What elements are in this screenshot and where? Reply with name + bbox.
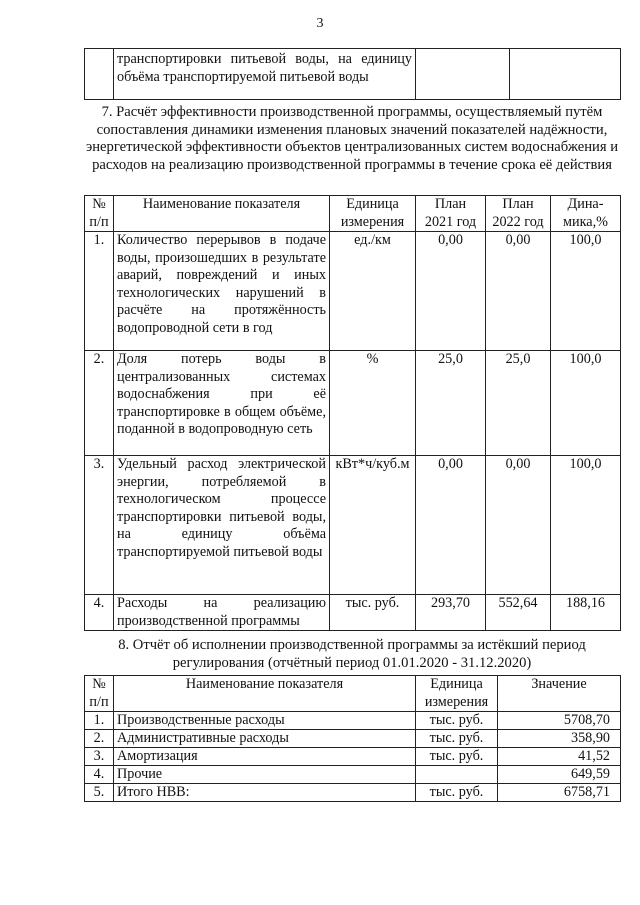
row-num: 4. [85, 766, 114, 784]
col-header-plan2022: План 2022 год [486, 196, 551, 232]
row-plan2022: 0,00 [486, 456, 551, 595]
row-name: Расходы на реализацию производственной программы [114, 595, 330, 631]
row-name: Амортизация [114, 748, 416, 766]
row-plan2022: 0,00 [486, 232, 551, 351]
table-row [85, 712, 621, 730]
row-unit [416, 766, 498, 784]
row-unit: кВт*ч/куб.м [330, 456, 416, 595]
row-num: 1. [85, 232, 114, 351]
row-name: Производственные расходы [114, 712, 416, 730]
table-row [85, 232, 621, 351]
row-name: Итого НВВ: [114, 784, 416, 802]
row-value: 5708,70 [498, 712, 621, 730]
row-num: 3. [85, 456, 114, 595]
table-row [85, 784, 621, 802]
row-value: 41,52 [498, 748, 621, 766]
col-header-dynamics: Дина-мика,% [551, 196, 621, 232]
row-num: 4. [85, 595, 114, 631]
row-num: 2. [85, 730, 114, 748]
row-unit: ед./км [330, 232, 416, 351]
efficiency-table [84, 195, 621, 631]
row-unit: тыс. руб. [416, 784, 498, 802]
row-num: 5. [85, 784, 114, 802]
row-name: Удельный расход электрической энергии, потребляемой в технологическом процессе транспортировки питьевой воды, на единицу объёма транспортируемой питьевой воды [114, 456, 330, 595]
section-8-heading: 8. Отчёт об исполнении производственной программы за истёкший период регулирования (отчётный период 01.01.2020 - 31.12.2020) [118, 637, 586, 671]
continued-indicator-text: транспортировки питьевой воды, на единицу объёма транспортируемой питьевой воды [114, 49, 416, 100]
row-name: Прочие [114, 766, 416, 784]
row-plan2022: 552,64 [486, 595, 551, 631]
row-dynamics: 188,16 [551, 595, 621, 631]
row-value: 6758,71 [498, 784, 621, 802]
row-plan2021: 293,70 [416, 595, 486, 631]
col-header-plan2021: План 2021 год [416, 196, 486, 232]
report-table [84, 675, 621, 802]
row-unit: тыс. руб. [416, 712, 498, 730]
table-header-row [85, 676, 621, 712]
col-header-unit: Единица измерения [330, 196, 416, 232]
table-header-row [85, 196, 621, 232]
row-dynamics: 100,0 [551, 232, 621, 351]
table-row [85, 456, 621, 595]
col-header-num: № п/п [85, 196, 114, 232]
table-cell [85, 49, 114, 100]
row-plan2021: 0,00 [416, 232, 486, 351]
row-dynamics: 100,0 [551, 456, 621, 595]
page-number: 3 [316, 16, 324, 31]
row-plan2022: 25,0 [486, 351, 551, 456]
col-header-name: Наименование показателя [114, 196, 330, 232]
table-row [85, 49, 621, 100]
row-unit: тыс. руб. [330, 595, 416, 631]
row-value: 649,59 [498, 766, 621, 784]
row-value: 358,90 [498, 730, 621, 748]
row-name: Количество перерывов в подаче воды, произошедших в результате аварий, повреждений и иных технологических нарушений в расчёте на протяжённость водопроводной сети в год [114, 232, 330, 351]
row-unit: % [330, 351, 416, 456]
row-num: 1. [85, 712, 114, 730]
table-row [85, 595, 621, 631]
table-row [85, 766, 621, 784]
table-row [85, 730, 621, 748]
row-unit: тыс. руб. [416, 730, 498, 748]
col-header-name: Наименование показателя [114, 676, 416, 712]
table-row [85, 748, 621, 766]
row-unit: тыс. руб. [416, 748, 498, 766]
table-cell [416, 49, 510, 100]
row-plan2021: 0,00 [416, 456, 486, 595]
row-num: 2. [85, 351, 114, 456]
row-num: 3. [85, 748, 114, 766]
table-cell [510, 49, 621, 100]
continued-table [84, 48, 621, 100]
row-name: Административные расходы [114, 730, 416, 748]
col-header-unit: Единица измерения [416, 676, 498, 712]
table-row [85, 351, 621, 456]
row-name: Доля потерь воды в централизованных системах водоснабжения при её транспортировке в общем объёме, поданной в водопроводную сеть [114, 351, 330, 456]
section-7-heading: 7. Расчёт эффективности производственной программы, осуществляемый путём сопоставления динамики изменения плановых значений показателей надёжности, энергетической эффективности объектов централизованных систем водоснабжения и расходов на реализацию производственной программы в течение срока её действия [85, 104, 619, 173]
col-header-value: Значение [498, 676, 621, 712]
row-dynamics: 100,0 [551, 351, 621, 456]
row-plan2021: 25,0 [416, 351, 486, 456]
col-header-num: № п/п [85, 676, 114, 712]
